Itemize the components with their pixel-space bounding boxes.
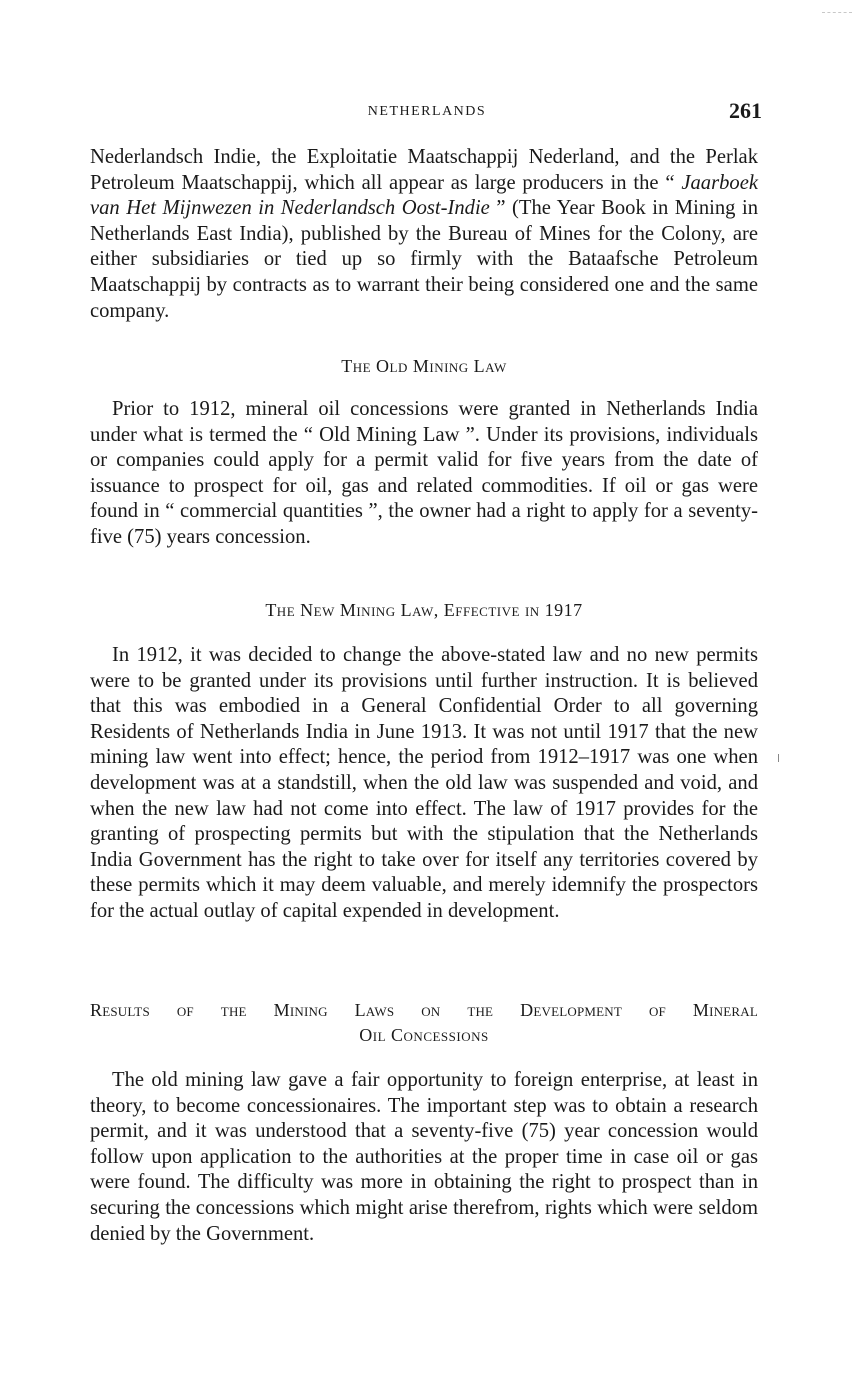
paragraph-1-text-a: Nederlandsch Indie, the Exploitatie Maatschappij Nederland, and the Perlak Petroleum Maatschappij, which all appear as large producers in the “: [90, 146, 758, 194]
paragraph-4: The old mining law gave a fair opportunity to foreign enterprise, at least in theory, to become concessionaires. The important step was to obtain a research permit, and it was understood that a seventy-five (75) year concession would follow upon application to the authorities at the proper time in case oil or gas were found. The difficulty was more in obtaining the right to prospect than in securing the concessions which might arise therefrom, rights which were seldom denied by the Government.: [90, 1069, 758, 1245]
page-number: 261: [729, 98, 762, 123]
paragraph-1-text-b: ” (The Year Book in Mining in Netherlands East India), published by the Bureau of Mines for the Colony, are either subsidiaries or tied up so firmly with the Bataafsche Petroleum Maatschappij by contracts as to warrant their being considered one and the same company.: [90, 197, 758, 322]
section-new-law-body: [90, 643, 758, 925]
section-old-law-body: [90, 397, 758, 551]
heading-results-line-2: Oil Concessions: [359, 1025, 489, 1045]
running-title: NETHERLANDS: [367, 104, 487, 119]
section-heading-results: [90, 998, 758, 1048]
paragraph-3: In 1912, it was decided to change the above-stated law and no new permits were to be granted under its provisions until further instruction. It is believed that this was embodied in a General Confidential Order to all governing Residents of Netherlands India in June 1913. It was not until 1917 that the new mining law went into effect; hence, the period from 1912–1917 was one when development was at a standstill, when the old law was suspended and void, and when the new law had not come into effect. The law of 1917 provides for the granting of prospecting permits but with the stipulation that the Netherlands India Government has the right to take over for itself any territories covered by these permits which it may deem valuable, and merely idemnify the prospectors for the actual outlay of capital expended in development.: [90, 644, 758, 922]
running-header: [92, 98, 762, 128]
section-heading-old-law: [90, 354, 758, 379]
section-heading-new-law: [90, 598, 758, 623]
paragraph-2: Prior to 1912, mineral oil concessions were granted in Netherlands India under what is termed the “ Old Mining Law ”. Under its provisions, individuals or companies could apply for a permit valid for five years from the date of issuance to prospect for oil, gas and related commodities. If oil or gas were found in “ commercial quantities ”, the owner had a right to apply for a seventy-five (75) years concession.: [90, 398, 758, 548]
yearbook-title: Jaarboek van Het Mijnwezen in Nederlandsch Oost-Indie: [90, 171, 758, 220]
heading-old-mining-law: The Old Mining Law: [341, 356, 507, 376]
heading-new-mining-law: The New Mining Law, Effective in 1917: [265, 600, 583, 620]
section-results-body: [90, 1068, 758, 1247]
paragraph-continued: [90, 145, 758, 324]
paragraph-1: [90, 145, 758, 324]
scan-edge-mark: [822, 12, 852, 13]
heading-results-line-1: Results of the Mining Laws on the Development of Mineral: [90, 1000, 758, 1020]
margin-mark: [778, 754, 779, 762]
